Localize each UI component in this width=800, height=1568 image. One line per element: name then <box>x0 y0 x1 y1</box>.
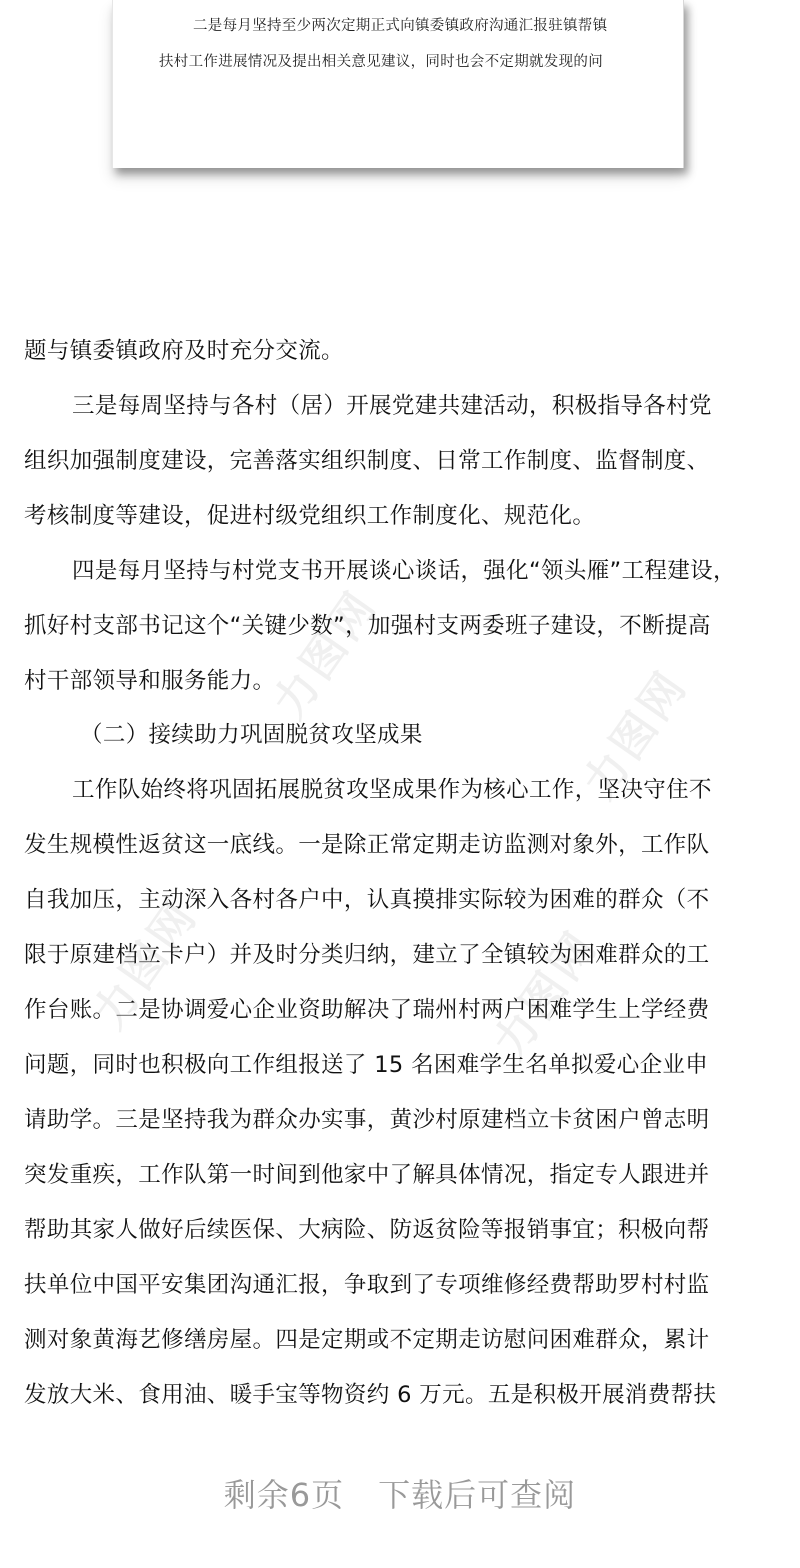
document-line: 限于原建档立卡户）并及时分类归纳，建立了全镇较为困难群众的工 <box>24 942 710 968</box>
watermark-text: 力图网 <box>573 660 698 809</box>
watermark-text: 力图网 <box>83 890 208 1039</box>
page-preview-card <box>112 0 684 168</box>
document-line: 三是每周坚持与各村（居）开展党建共建活动，积极指导各村党 <box>72 393 712 419</box>
document-line: 组织加强制度建设，完善落实组织制度、日常工作制度、监督制度、 <box>24 448 710 474</box>
preview-text-line: 扶村工作进展情况及提出相关意见建议，同时也会不定期就发现的问 <box>159 54 603 70</box>
document-line: 请助学。三是坚持我为群众办实事，黄沙村原建档立卡贫困户曾志明 <box>24 1107 710 1133</box>
document-line: 帮助其家人做好后续医保、大病险、防返贫险等报销事宜；积极向帮 <box>24 1217 710 1243</box>
watermark-text: 力图网 <box>263 580 388 729</box>
preview-text-line: 二是每月坚持至少两次定期正式向镇委镇政府沟通汇报驻镇帮镇 <box>193 18 608 34</box>
document-line: 发生规模性返贫这一底线。一是除正常定期走访监测对象外，工作队 <box>24 832 710 858</box>
download-hint-label: 下载后可查阅 <box>378 1476 577 1514</box>
document-line: 抓好村支部书记这个“关键少数”，加强村支两委班子建设，不断提高 <box>24 613 711 639</box>
document-line: 扶单位中国平安集团沟通汇报，争取到了专项维修经费帮助罗村村监 <box>24 1272 710 1298</box>
document-line: 突发重疾，工作队第一时间到他家中了解具体情况，指定专人跟进并 <box>24 1162 710 1188</box>
document-line: 四是每月坚持与村党支书开展谈心谈话，强化“领头雁”工程建设， <box>72 558 736 584</box>
document-line: 测对象黄海艺修缮房屋。四是定期或不定期走访慰问困难群众，累计 <box>24 1327 710 1353</box>
document-line: 题与镇委镇政府及时充分交流。 <box>24 338 344 364</box>
watermark-text: 力图网 <box>483 920 608 1069</box>
document-line: 发放大米、食用油、暖手宝等物资约 6 万元。五是积极开展消费帮扶 <box>24 1382 717 1408</box>
document-line: 工作队始终将巩固拓展脱贫攻坚成果作为核心工作，坚决守住不 <box>72 777 712 803</box>
remaining-pages-banner[interactable] <box>0 1470 800 1516</box>
remaining-pages-label: 剩余6页 <box>223 1476 345 1514</box>
document-line: 考核制度等建设，促进村级党组织工作制度化、规范化。 <box>24 503 596 529</box>
document-line: 问题，同时也积极向工作组报送了 15 名困难学生名单拟爱心企业申 <box>24 1052 709 1078</box>
document-line: 作台账。二是协调爱心企业资助解决了瑞州村两户困难学生上学经费 <box>24 997 710 1023</box>
section-heading: （二）接续助力巩固脱贫攻坚成果 <box>80 722 423 748</box>
document-line: 村干部领导和服务能力。 <box>24 668 276 694</box>
document-line: 自我加压，主动深入各村各户中，认真摸排实际较为困难的群众（不 <box>24 887 710 913</box>
